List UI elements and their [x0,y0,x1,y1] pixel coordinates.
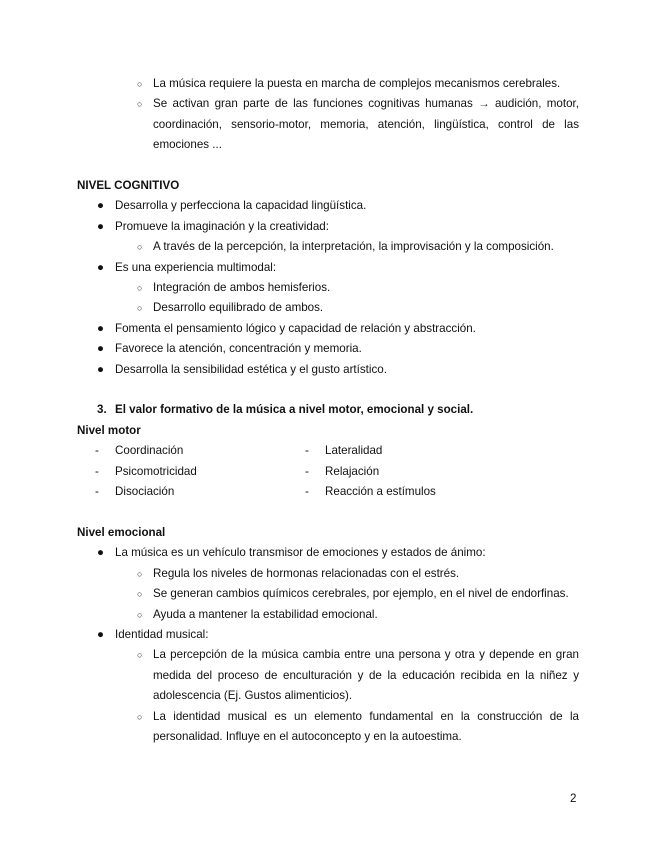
item-text: Regula los niveles de hormonas relacionadas con el estrés. [153,566,460,580]
list-item [77,441,287,461]
dash-bullet-icon: - [95,464,99,478]
item-text: La música requiere la puesta en marcha de complejos mecanismos cerebrales. [153,77,561,90]
circle-bullet-icon: ○ [137,303,143,314]
bullet-icon: ● [97,219,105,233]
bullet-icon: ● [97,362,105,376]
list-item [287,482,497,502]
item-text: A través de la percepción, la interpretación, la improvisación y la composición. [153,240,554,254]
circle-bullet-icon: ○ [137,650,143,661]
item-text: Fomenta el pensamiento lógico y capacidad de relación y abstracción. [115,321,476,335]
bullet-icon: ● [97,342,105,356]
item-text: Es una experiencia multimodal: [115,260,277,274]
motor-column-left [77,441,287,502]
list-item [77,360,579,380]
motor-column-right [287,441,497,502]
item-text: La identidad musical es un elemento fundamental en la construcción de la personalidad. Influye en el autoconcepto y en la autoestima. [153,709,579,743]
section-title [77,400,579,420]
bullet-icon: ● [97,321,105,335]
list-item [77,237,579,257]
bullet-icon: ● [97,546,105,560]
section-number: 3. [97,403,107,417]
list-item [77,482,287,502]
list-item [77,645,579,706]
circle-bullet-icon: ○ [137,79,143,89]
item-text: Reacción a estímulos [325,485,436,499]
item-text: Desarrollo equilibrado de ambos. [153,301,324,315]
list-item [287,462,497,482]
motor-list [77,441,579,502]
item-text: Coordinación [115,444,184,458]
document-body [77,74,579,747]
item-text: Psicomotricidad [115,464,197,478]
list-item [77,707,579,748]
item-text: Favorece la atención, concentración y memoria. [115,342,362,356]
subsection-heading: Nivel motor [77,423,141,437]
item-text: La música es un vehículo transmisor de emociones y estados de ánimo: [115,546,486,560]
item-text: Integración de ambos hemisferios. [153,281,331,295]
list-item [77,298,579,318]
item-text: Lateralidad [325,444,383,458]
list-item [77,278,579,298]
item-text: Promueve la imaginación y la creatividad: [115,219,329,233]
circle-bullet-icon: ○ [137,609,143,620]
list-item [77,339,579,359]
list-item [77,94,579,155]
list-item [77,584,579,604]
item-text: Se generan cambios químicos cerebrales, por ejemplo, en el nivel de endorfinas. [153,587,569,601]
list-item [77,217,579,237]
section-heading: NIVEL COGNITIVO [77,179,180,193]
list-item [77,625,579,645]
list-item [287,441,497,461]
item-text: Ayuda a mantener la estabilidad emocional. [153,607,378,621]
dash-bullet-icon: - [305,444,309,458]
bullet-icon: ● [97,260,105,274]
page-number: 2 [570,792,577,805]
item-text: Identidad musical: [115,627,209,641]
item-text: Se activan gran parte de las funciones cognitivas humanas → audición, motor, coordinación, sensorio-motor, memoria, atención, lingüística, control de las emociones ... [153,97,579,152]
bullet-icon: ● [97,199,105,213]
list-item [77,74,579,94]
section-title-text: El valor formativo de la música a nivel motor, emocional y social. [115,403,474,417]
list-item [77,196,579,216]
circle-bullet-icon: ○ [137,589,143,600]
subsection-heading: Nivel emocional [77,525,166,539]
bullet-icon: ● [97,627,105,641]
item-text: Desarrolla y perfecciona la capacidad lingüística. [115,199,367,213]
list-item [77,319,579,339]
circle-bullet-icon: ○ [137,283,143,294]
dash-bullet-icon: - [305,464,309,478]
list-item [77,543,579,563]
item-text: La percepción de la música cambia entre una persona y otra y depende en gran medida del proceso de enculturación y de la educación recibida en la niñez y adolescencia (Ej. Gustos alimenticios). [153,648,579,703]
list-item [77,605,579,625]
circle-bullet-icon: ○ [137,568,143,579]
item-text: Relajación [325,464,380,478]
list-item [77,462,287,482]
circle-bullet-icon: ○ [137,242,143,253]
dash-bullet-icon: - [95,444,99,458]
item-text: Desarrolla la sensibilidad estética y el gusto artístico. [115,362,387,376]
list-item [77,258,579,278]
circle-bullet-icon: ○ [137,99,143,110]
dash-bullet-icon: - [305,485,309,499]
list-item [77,564,579,584]
item-text: Disociación [115,485,175,499]
circle-bullet-icon: ○ [137,711,143,722]
dash-bullet-icon: - [95,485,99,499]
